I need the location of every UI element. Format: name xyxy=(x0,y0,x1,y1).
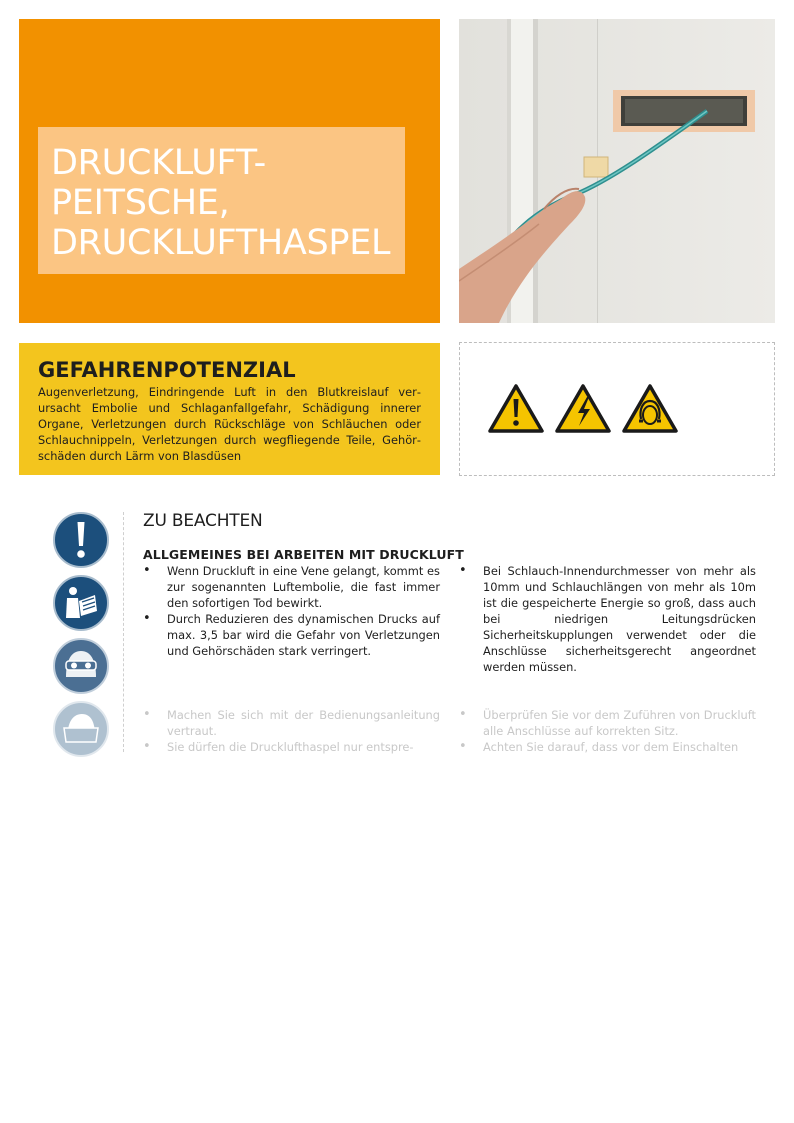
notes-heading: ZU BEACHTEN xyxy=(143,511,263,531)
list-item: • Durch Reduzieren des dynamischen Drucks auf max. 3,5 bar wird die Gefahr von Verletzungen und Gehörschäden stark verringert. xyxy=(143,611,440,659)
title-line-1: DRUCKLUFT- xyxy=(51,143,266,183)
icon-column-divider xyxy=(123,512,124,752)
hazard-description: Augenverletzung, Eindringende Luft in den Blutkreislauf verursacht Embolie und Schlaganfallgefahr, Schädigung innerer Organe, Verletzungen durch Rückschläge von Schläuchen oder Schlauchnippeln, Verletzungen durch wegfliegende Teile, Gehörschäden durch Lärm von Blasdüsen xyxy=(38,385,421,463)
notes-subheading: ALLGEMEINES BEI ARBEITEN MIT DRUCKLUFT xyxy=(143,547,464,562)
list-item: • Bei Schlauch-Innendurchmesser von mehr als 10mm und Schlauchlängen von mehr als 10m ist die gespeicherte Energie so groß, dass auch bei niedrigen Leitungsdrücken Sicherheitskupplungen verwendet oder die Anschlüsse sicherheitsgerecht angeordnet werden müssen. xyxy=(459,563,756,675)
read-manual-icon xyxy=(52,574,110,632)
face-shield-icon xyxy=(52,700,110,758)
warning-signs-panel xyxy=(459,342,775,476)
notes-left-faded xyxy=(143,707,440,755)
notes-left-column xyxy=(143,563,440,659)
notes-right-column xyxy=(459,563,756,675)
title-line-3: DRUCKLUFTHASPEL xyxy=(51,223,391,263)
eye-protection-icon xyxy=(52,637,110,695)
general-warning-icon xyxy=(487,383,545,435)
title-line-2: PEITSCHE, xyxy=(51,183,230,223)
noise-hazard-icon xyxy=(621,383,679,435)
hazard-heading: GEFAHRENPOTENZIAL xyxy=(38,358,296,382)
list-item: • Überprüfen Sie vor dem Zuführen von Druckluft alle Anschlüsse auf korrekten Sitz. xyxy=(459,707,756,739)
notes-right-faded xyxy=(459,707,756,755)
hazard-section xyxy=(19,343,440,475)
hand-holding-compressed-air-hose-photo xyxy=(459,19,775,323)
list-item: • Wenn Druckluft in eine Vene gelangt, kommt es zur sogenannten Luftembolie, die fast immer den sofortigen Tod bewirkt. xyxy=(143,563,440,611)
general-mandatory-icon xyxy=(52,511,110,569)
list-item: • Machen Sie sich mit der Bedienungsanleitung vertraut. xyxy=(143,707,440,739)
list-item: • Sie dürfen die Drucklufthaspel nur entspre- xyxy=(143,739,440,755)
page-title xyxy=(38,127,405,274)
electrical-hazard-icon xyxy=(554,383,612,435)
list-item: • Achten Sie darauf, dass vor dem Einschalten xyxy=(459,739,756,755)
